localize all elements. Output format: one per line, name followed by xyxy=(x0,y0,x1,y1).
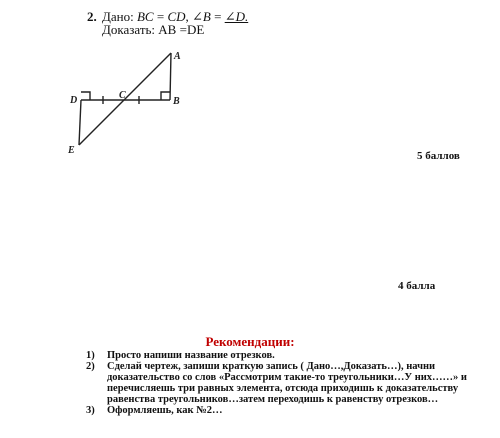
label-a: A xyxy=(174,51,181,62)
list-item xyxy=(86,350,486,361)
list-item-number: 1) xyxy=(86,350,95,361)
segment-de xyxy=(79,100,81,145)
equals-sign-2: = xyxy=(210,9,225,24)
label-d: D xyxy=(70,95,78,106)
angle-d: ∠D. xyxy=(224,9,249,24)
separator: , xyxy=(185,9,192,24)
segment-bc: BC xyxy=(136,9,154,24)
problem-number: 2. xyxy=(87,9,97,24)
prove-statement: Доказать: AB =DE xyxy=(102,22,205,37)
recommendations-title: Рекомендации: xyxy=(205,334,295,349)
list-item-number: 2) xyxy=(86,361,95,372)
label-c: C xyxy=(119,90,126,101)
recommendations-list xyxy=(86,350,486,416)
segment-ab xyxy=(170,53,171,100)
equals-sign: = xyxy=(153,9,168,24)
list-item-text: Сделай чертеж, запиши краткую запись ( Дано…,Доказать…), начни доказательство со слов «Рассмотрим такие-то треугольники…У них……» и перечисляешь три равных элемента, отсюда приходишь к доказательству равенства треугольников…затем переходишь к равенству отрезков… xyxy=(107,361,467,405)
label-b: B xyxy=(173,96,180,107)
angle-b: ∠B xyxy=(192,9,211,24)
given-label: Дано: xyxy=(102,9,137,24)
list-item-number: 3) xyxy=(86,405,95,416)
list-item-text: Просто напиши название отрезков. xyxy=(107,350,275,361)
geometry-figure xyxy=(55,45,195,160)
segment-cd: CD xyxy=(167,9,186,24)
label-e: E xyxy=(68,145,75,156)
list-item xyxy=(86,361,486,405)
list-item xyxy=(86,405,486,416)
points-label-4: 4 балла xyxy=(398,280,436,292)
right-angle-mark-d xyxy=(81,92,90,100)
list-item-text: Оформляешь, как №2… xyxy=(107,405,223,416)
points-label-5: 5 баллов xyxy=(417,150,460,162)
right-angle-mark-b xyxy=(161,92,170,100)
